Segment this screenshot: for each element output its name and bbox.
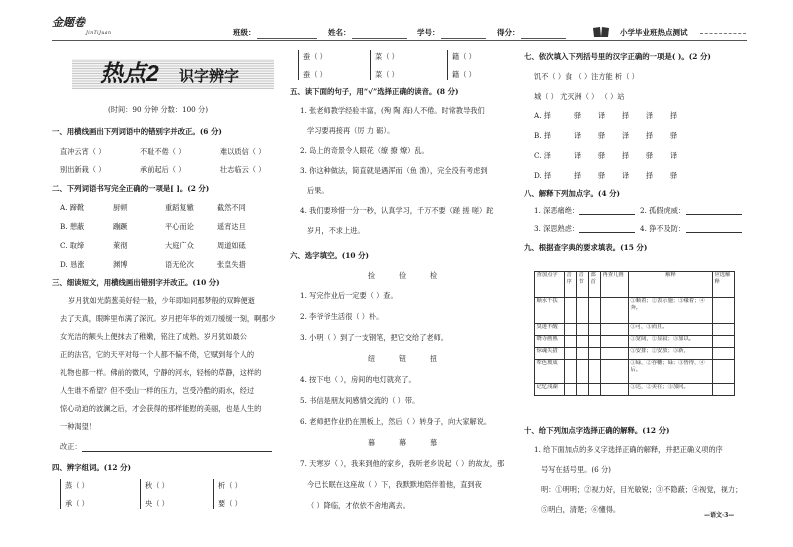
answer-cell[interactable]	[577, 298, 589, 324]
q3-text: 礼物也都一样。佛前的微风，宁静的河水，轻杨的草静，这样的	[60, 368, 262, 377]
q2-option[interactable]: A. 蹄靴	[60, 203, 85, 212]
q5-heading: 五、读下面的句子，用“√”选择正确的读音。(8 分)	[290, 87, 459, 96]
q3-text: 岁月犹如光荫葱美好轻一般，少年即如同那梦般的双眸便逝	[68, 296, 255, 305]
answer-cell[interactable]	[565, 336, 577, 348]
q7-char: 驿	[574, 111, 582, 120]
q3-text: 去了天真，眼眸里布满了深沉。岁月把年华的刘刀缓缓一刻，啊那少	[60, 314, 276, 323]
table-cell: 犁色玻成	[535, 360, 565, 384]
table-row	[535, 298, 735, 324]
q7-option[interactable]: A. 择	[534, 111, 551, 120]
q7-char: 择	[646, 131, 654, 140]
class-label: 班级：	[233, 28, 256, 37]
q7-char: 译	[598, 111, 606, 120]
q5-line: 后果。	[307, 186, 329, 195]
q6-line: 6. 老师把作业扔在黑板上，然后（ ）转身子，向大家解说。	[300, 417, 492, 426]
q2-option[interactable]: C. 取缔	[60, 241, 85, 250]
answer-cell[interactable]	[565, 324, 577, 336]
series-title: 小学毕业班热点测试	[620, 28, 688, 37]
q6-line: 5. 书信是朋友间感情交流的（ ）带。	[300, 396, 420, 405]
char-choice: 纽	[368, 354, 376, 363]
pair-item: 菜（ ）	[375, 52, 399, 61]
q4-item: 蒸（ ）	[65, 481, 89, 490]
q8-item: 1. 深恶痛绝：	[534, 206, 580, 215]
q2-option[interactable]: D. 恳涨	[60, 260, 85, 269]
q1-item: 别出新栽（ ）	[60, 165, 106, 174]
bracket	[213, 479, 214, 509]
char-choice: 暮	[368, 438, 376, 447]
bracket	[140, 479, 141, 509]
answer-cell[interactable]	[713, 360, 735, 384]
q4-item: 央（ ）	[145, 499, 169, 508]
q7-char: 择	[622, 151, 630, 160]
q1-heading: 一、用横线画出下列词语中的错别字并改正。(6 分)	[52, 127, 222, 136]
answer-cell[interactable]	[601, 298, 629, 324]
table-row	[535, 324, 735, 336]
char-choice: 钮	[399, 354, 407, 363]
char-choice: 捡	[368, 271, 376, 280]
name-label: 姓名：	[328, 28, 351, 37]
q8-answer-line[interactable]	[686, 214, 742, 215]
table-cell: ①可，③而且。	[629, 324, 713, 336]
q6-line: 1. 写完作业后一定要（ ）查。	[300, 291, 398, 300]
answer-cell[interactable]	[589, 348, 601, 360]
pair-item: 籍（ ）	[452, 52, 476, 61]
q8-answer-line[interactable]	[579, 232, 635, 233]
q1-item: 承前起后（ ）	[140, 165, 186, 174]
table-cell: ①宽阔，②显寂；③加以。	[629, 336, 713, 348]
answer-cell[interactable]	[589, 384, 601, 396]
score-label: 得分：	[497, 28, 520, 37]
answer-cell[interactable]	[589, 298, 601, 324]
q2-word: 平心而论	[165, 222, 194, 231]
q2-option[interactable]: B. 憩蔽	[60, 222, 85, 231]
q7-char: 译	[574, 151, 582, 160]
q8-heading: 八、解释下列加点字。(4 分)	[524, 189, 621, 198]
q4-item: 秋（ ）	[145, 481, 169, 490]
char-choice: 幕	[399, 438, 407, 447]
q8-item: 2. 孤假虎威：	[640, 206, 686, 215]
logo: 金题卷	[52, 16, 85, 29]
q4-heading: 四、辨字组词。(12 分)	[52, 463, 131, 472]
q2-word: 萊彻	[113, 241, 128, 250]
q2-heading: 二、下列词语书写完全正确的一项是[ ]。(2 分)	[52, 184, 210, 193]
q7-char: 择	[670, 111, 678, 120]
id-label: 学号：	[417, 28, 440, 37]
char-choice: 扭	[430, 354, 438, 363]
table-header: 再查几画	[601, 272, 629, 298]
bracket	[447, 50, 448, 80]
q4-item: 析（ ）	[218, 481, 242, 490]
table-cell: ①达，②美在；③加问。	[629, 384, 713, 396]
table-cell: 臭迷不醒	[535, 324, 565, 336]
table-cell: ①碌，②谷穗；碌；③皆得，④后。	[629, 360, 713, 384]
q7-char: 泽	[646, 111, 654, 120]
answer-cell[interactable]	[565, 348, 577, 360]
pair-item: 蚕（ ）	[303, 70, 327, 79]
q3-answer-line[interactable]	[82, 451, 272, 452]
answer-cell[interactable]	[601, 360, 629, 384]
q7-stem: 饥不（ ）食 （ ）注方能 析（ ）	[534, 72, 639, 81]
q6-line: 4. 按下电（ ），房间的电灯就亮了。	[300, 375, 416, 384]
q3-text: 正的法官，它的天平对每一个人都不偏不倚，它赋到每个人的	[60, 350, 255, 359]
q4-item: 承（ ）	[65, 499, 89, 508]
dictionary-table	[534, 271, 735, 396]
book-icon	[592, 26, 610, 38]
time-score: (时间：90 分钟 分数：100 分)	[108, 105, 209, 114]
q7-option[interactable]: C. 泽	[534, 151, 551, 160]
q1-item: 难以质信（ ）	[220, 147, 266, 156]
q9-heading: 九、根据查字典的要求填表。(15 分)	[524, 243, 648, 252]
q7-heading: 七、依次填入下列括号里的汉字正确的一项是( )。(2 分)	[524, 52, 711, 61]
q2-word: 蹦蹶	[113, 222, 128, 231]
id-field[interactable]	[441, 38, 486, 39]
char-choice: 检	[430, 271, 438, 280]
table-row	[535, 336, 735, 348]
table-header: 部首	[589, 272, 601, 298]
bracket	[298, 50, 299, 80]
pair-item: 菜（ ）	[375, 70, 399, 79]
q7-char: 泽	[622, 131, 630, 140]
table-row	[535, 360, 735, 384]
q2-word: 厨顿	[113, 203, 128, 212]
page-title: 热点2	[100, 60, 159, 86]
class-field[interactable]	[257, 38, 317, 39]
table-cell: ①顺着；②表示施；③缘着；④奔。	[629, 298, 713, 324]
q2-word: 渊博	[113, 260, 128, 269]
q10-heading: 十、给下列加点字选择正确的解释。(12 分)	[524, 426, 670, 435]
table-cell: 记忆浅湖	[535, 384, 565, 396]
q3-text: 一种渴望！	[60, 422, 96, 431]
q7-char: 驿	[670, 131, 678, 140]
answer-cell[interactable]	[589, 360, 601, 384]
q5-line: 2. 岛上的奇景令人眼花（缭 撩 燎）乱。	[300, 146, 429, 155]
q2-word: 周道如砥	[217, 241, 246, 250]
header-dash	[700, 33, 746, 34]
answer-cell[interactable]	[577, 360, 589, 384]
table-cell: 晓寺画熟	[535, 336, 565, 348]
answer-cell[interactable]	[601, 336, 629, 348]
q4-item: 要（ ）	[218, 499, 242, 508]
q10-line: 1. 给下面加点的多义字选择正确的解释，并把正确义项的序	[534, 445, 723, 454]
q5-line: 学习要再接再（厉 力 砺）。	[307, 126, 395, 135]
q8-answer-line[interactable]	[579, 214, 635, 215]
q8-answer-line[interactable]	[686, 232, 742, 233]
answer-cell[interactable]	[565, 360, 577, 384]
q8-item: 3. 深思熟虑：	[534, 224, 580, 233]
q1-item: 直冲云宵（ ）	[60, 147, 106, 156]
pair-item: 蚕（ ）	[303, 52, 327, 61]
table-header: 查加点字	[535, 272, 565, 298]
q6-line: 2. 李爷爷生活很（ ）朴。	[300, 312, 384, 321]
q2-word: 遥宵达旦	[217, 222, 246, 231]
q6-line: 3. 小明（ ）到了一支钢笔，把它交给了老师。	[300, 333, 448, 342]
q10-line: ⑤明白，清楚；⑥懂得。	[541, 505, 621, 514]
table-cell: ①安排；②安放；③新，	[629, 348, 713, 360]
table-header: 解释	[629, 272, 713, 298]
answer-cell[interactable]	[601, 384, 629, 396]
q3-heading: 三、细读短文，用横线画出错别字并改正。(10 分)	[52, 278, 220, 287]
q5-line: 岁月，不求上进。	[307, 226, 365, 235]
answer-cell[interactable]	[565, 298, 577, 324]
table-cell: 顺水千扶	[535, 298, 565, 324]
answer-cell[interactable]	[577, 384, 589, 396]
table-row	[535, 348, 735, 360]
q6-line: （ ）降临，才依依不舍地离去。	[307, 501, 410, 510]
q7-char: 驿	[670, 171, 678, 180]
q7-char: 驿	[598, 151, 606, 160]
q8-item: 4. 狰不及防：	[640, 224, 686, 233]
q7-stem: 城（ ） 尤灭洲（ ） （ ）站	[534, 92, 625, 101]
q2-word: 截然不同	[217, 203, 246, 212]
answer-cell[interactable]	[589, 336, 601, 348]
bracket	[370, 50, 371, 80]
answer-cell[interactable]	[601, 348, 629, 360]
q5-line: 4. 我们要珍惜一分一秒，认真学习，千万不要（蹉 搓 嗟）跎	[300, 206, 494, 215]
q1-item: 壮志临云（ ）	[220, 165, 266, 174]
q5-line: 3. 你这种做法，简直就是遇浑而（鱼 渔），完全没有考虑到	[300, 166, 488, 175]
q2-word: 张皇失措	[217, 260, 246, 269]
q7-option[interactable]: B. 择	[534, 131, 552, 140]
q2-word: 大庭广众	[165, 241, 194, 250]
answer-cell[interactable]	[577, 348, 589, 360]
q7-char: 择	[646, 171, 654, 180]
q3-fix-label: 改正：	[60, 442, 82, 451]
name-field[interactable]	[352, 38, 407, 39]
q7-char: 译	[574, 131, 582, 140]
q6-line: 7. 天寒岁（ ），我来到他的家乡，我听老乡说起（ ）的故友，那	[300, 459, 505, 468]
q1-item: 不耻不倦（ ）	[140, 147, 186, 156]
answer-cell[interactable]	[713, 298, 735, 324]
header-rule	[52, 40, 747, 41]
q7-char: 择	[574, 171, 582, 180]
answer-cell[interactable]	[713, 384, 735, 396]
answer-cell[interactable]	[713, 336, 735, 348]
score-field[interactable]	[521, 38, 566, 39]
q7-char: 驿	[598, 171, 606, 180]
q7-option[interactable]: D. 择	[534, 171, 552, 180]
answer-cell[interactable]	[713, 348, 735, 360]
q7-char: 驿	[598, 131, 606, 140]
table-header: 音序	[565, 272, 577, 298]
q2-word: 重蹈复辙	[165, 203, 194, 212]
q7-char: 译	[622, 171, 630, 180]
answer-cell[interactable]	[577, 336, 589, 348]
answer-cell[interactable]	[577, 324, 589, 336]
char-choice: 慕	[430, 438, 438, 447]
q6-heading: 六、选字填空。(10 分)	[290, 251, 369, 260]
table-header-row	[535, 272, 735, 298]
q10-line: 号写在括号里。(6 分)	[541, 465, 611, 474]
q7-char: 译	[670, 151, 678, 160]
table-header: 应选解释	[713, 272, 735, 298]
answer-cell[interactable]	[589, 324, 601, 336]
q7-char: 驿	[646, 151, 654, 160]
char-choice: 俭	[399, 271, 407, 280]
q2-word: 语无伦次	[165, 260, 194, 269]
q7-char: 择	[622, 111, 630, 120]
table-cell: 惊魂失措	[535, 348, 565, 360]
title-banner	[72, 55, 277, 93]
q6-line: 今已长眠在这座故（ ）下，我默默地陪伴着他，直到夜	[307, 480, 482, 489]
pair-item: 籍（ ）	[452, 70, 476, 79]
bracket	[60, 479, 61, 509]
q3-text: 女光洁的额头上便抹去了稚嫩，铭注了成熟。岁月犹如最公	[60, 332, 247, 341]
q10-line: 明：①明明；②视力好，目光敏锐；③不隐蔽；④视觉，视力；	[541, 485, 743, 494]
table-row	[535, 384, 735, 396]
logo-pinyin: JinTiJuan	[86, 31, 112, 36]
page-subtitle: 识字辨字	[179, 67, 240, 85]
q3-text: 人生谁不希望？但不受山一样的压力，岂受冷酷的雨水，经过	[60, 386, 255, 395]
q3-text: 惊心动迫的波澜之后，才会获得的那样能慰的美丽，也是人生的	[60, 404, 262, 413]
answer-cell[interactable]	[601, 324, 629, 336]
answer-cell[interactable]	[713, 324, 735, 336]
answer-cell[interactable]	[565, 384, 577, 396]
page-number: —语文·3—	[704, 512, 735, 519]
q5-line: 1. 张老师教学经验丰富，(殉 陶 海)人不倦。时常教导我们	[300, 106, 485, 115]
table-header: 音节	[577, 272, 589, 298]
